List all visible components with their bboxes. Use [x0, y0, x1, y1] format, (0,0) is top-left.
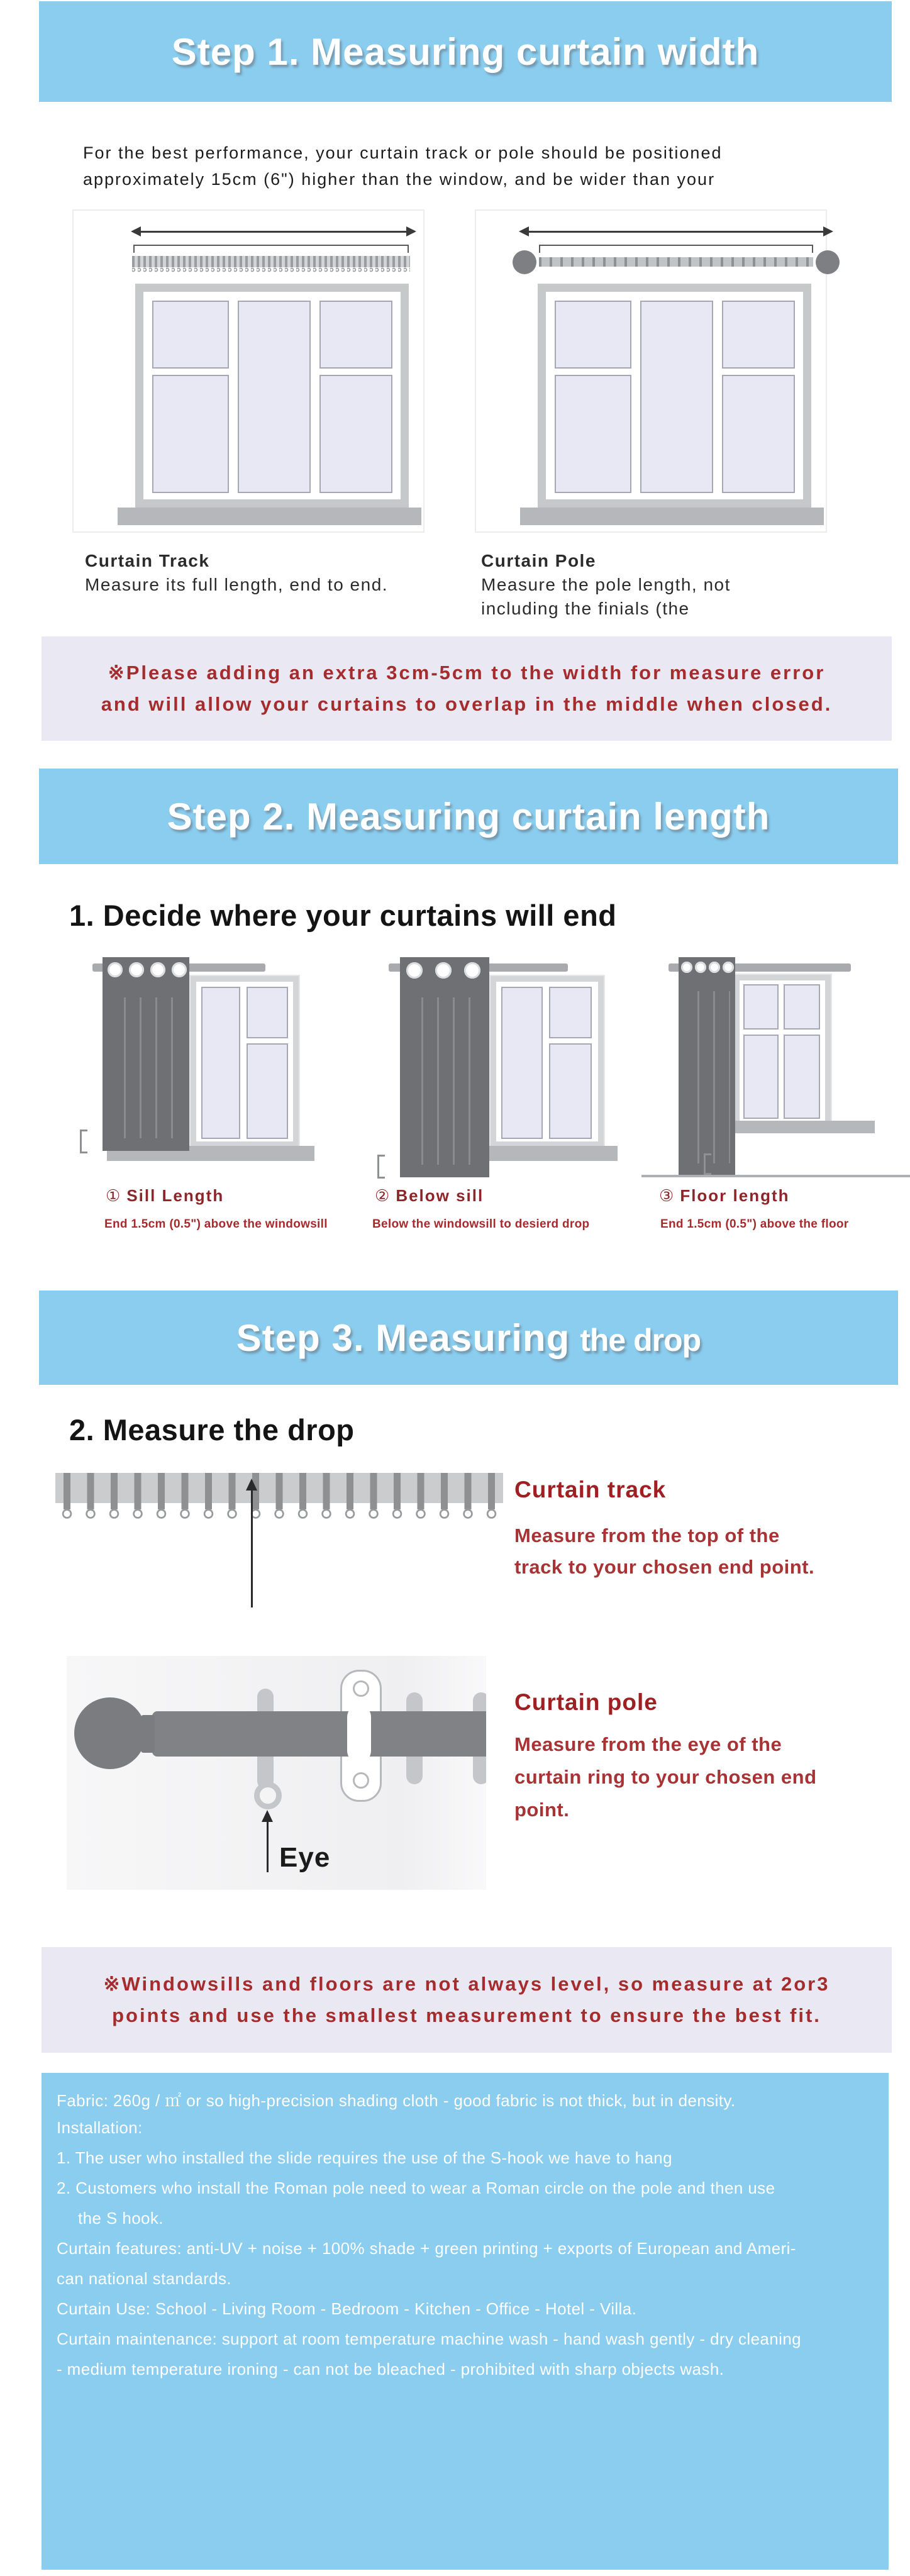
eye-label: Eye [279, 1842, 331, 1873]
option-below-sill-label [375, 1186, 484, 1206]
step3-header-title [236, 1316, 701, 1360]
window-graphic [491, 976, 604, 1147]
step1-intro-text [83, 140, 722, 192]
curtain-folds [110, 997, 182, 1138]
window-pane [555, 301, 631, 369]
detail-line: Curtain maintenance: support at room temperature machine wash - hand wash gently - dry cleaning [57, 2329, 802, 2348]
option-title: Floor length [680, 1186, 790, 1205]
windowsill-graphic [118, 508, 421, 525]
track-caption-title: Curtain Track [85, 551, 210, 570]
step3-header-sub: the drop [580, 1322, 701, 1358]
option-number: ② [375, 1186, 391, 1205]
window-pane [722, 301, 795, 369]
step1-intro-line1: For the best performance, your curtain track or pole should be positioned [83, 143, 723, 162]
window-pane [743, 984, 779, 1030]
up-arrow-icon [251, 1489, 253, 1607]
detail-line: 1. The user who installed the slide requires the use of the S-hook we have to hang [57, 2148, 673, 2167]
finial-right-icon [816, 250, 840, 274]
detail-line: the S hook. [78, 2209, 164, 2228]
option-floor-length-desc: End 1.5cm (0.5") above the floor [660, 1218, 849, 1231]
track-hooks-icon [132, 267, 410, 274]
window-pane [549, 1043, 592, 1139]
detail-line: Curtain features: anti-UV + noise + 100% shade + green printing + exports of European and Ameri- [57, 2239, 796, 2258]
window-frame [546, 292, 803, 499]
window-pane [152, 301, 229, 369]
pole-caption-body-line1: Measure the pole length, not [481, 575, 731, 594]
track-caption-body: Measure its full length, end to end. [85, 575, 389, 594]
step1-intro-line2: approximately 15cm (6") higher than the window, and be wider than your [83, 170, 716, 189]
window-pane [555, 375, 631, 493]
curtain-panel-graphic [400, 957, 489, 1177]
level-note-box [42, 1947, 892, 2053]
pole-instruction-line3: point. [514, 1799, 570, 1821]
option-title: Sill Length [126, 1186, 225, 1205]
level-note-line2: points and use the smallest measurement to ensure the best fit. [112, 2004, 821, 2026]
window-pane [319, 301, 392, 369]
windowsill-graphic [725, 1121, 875, 1133]
detail-line: can national standards. [57, 2269, 232, 2288]
curtain-folds [408, 997, 482, 1165]
screw-icon [353, 1772, 369, 1789]
detail-line: - medium temperature ironing - can not be bleached - prohibited with sharp objects wash. [57, 2360, 724, 2379]
window-pane [319, 375, 392, 493]
curtain-folds [684, 991, 730, 1163]
ring-eye-icon [254, 1782, 282, 1809]
window-graphic [135, 284, 409, 508]
curtain-pole-icon [152, 1711, 486, 1757]
grommet-icon [406, 962, 423, 979]
grommet-icon [435, 962, 452, 979]
measure-bracket-icon [539, 245, 813, 253]
window-graphic [191, 976, 299, 1147]
curtain-pole-icon [539, 257, 813, 267]
measure-end-mark-icon [80, 1130, 87, 1153]
window-graphic [734, 975, 831, 1127]
pole-closeup-illustration [67, 1656, 486, 1890]
option-title: Below sill [396, 1186, 484, 1205]
curtain-pole-illustration [475, 209, 827, 533]
window-pane [743, 1035, 779, 1119]
pole-caption-body-line2: including the finials (the [481, 599, 690, 618]
finial-icon [74, 1697, 146, 1769]
curtain-panel-graphic [103, 957, 189, 1151]
curtain-panel-graphic [679, 957, 735, 1175]
curtain-track-icon [132, 256, 410, 267]
pole-instruction-title: Curtain pole [514, 1689, 658, 1715]
grommet-icon [695, 962, 706, 973]
window-pane [501, 987, 543, 1139]
step2-header-banner [39, 769, 898, 864]
option-number: ① [106, 1186, 122, 1205]
detail-line: Fabric: 260g / ㎡ or so high-precision shading cloth - good fabric is not thick, but in density. [57, 2091, 736, 2110]
track-hook-eyes-icon [55, 1508, 503, 1521]
step2-header-title: Step 2. Measuring curtain length [167, 795, 770, 838]
pole-instruction-line2: curtain ring to your chosen end [514, 1766, 817, 1788]
detail-line: Installation: [57, 2118, 143, 2137]
option-sill-length-desc: End 1.5cm (0.5") above the windowsill [104, 1218, 328, 1231]
track-instruction-title: Curtain track [514, 1477, 667, 1502]
window-graphic [538, 284, 811, 508]
curtain-track-illustration [72, 209, 424, 533]
width-arrow-icon [528, 231, 824, 233]
grommet-icon [723, 962, 734, 973]
window-frame [143, 292, 401, 499]
up-arrow-icon [267, 1821, 269, 1872]
below-sill-illustration [352, 956, 623, 1189]
step3-subheading: 2. Measure the drop [69, 1413, 355, 1446]
window-pane [238, 301, 311, 493]
detail-line: 2. Customers who install the Roman pole need to wear a Roman circle on the pole and then use [57, 2179, 775, 2197]
measure-end-mark-icon [704, 1153, 711, 1175]
step2-subheading: 1. Decide where your curtains will end [69, 899, 617, 932]
product-details-panel [42, 2073, 889, 2570]
grommet-icon [129, 962, 144, 977]
floor-line [641, 1175, 910, 1177]
track-instruction-line2: track to your chosen end point. [514, 1556, 815, 1578]
bracket-collar [347, 1705, 371, 1763]
grommet-icon [681, 962, 692, 973]
track-instruction-line1: Measure from the top of the [514, 1524, 780, 1546]
measure-end-mark-icon [377, 1155, 385, 1179]
grommet-icon [709, 962, 720, 973]
sill-length-illustration [47, 956, 318, 1189]
screw-icon [353, 1680, 369, 1697]
step3-header-main: Step 3. Measuring [236, 1316, 570, 1359]
finial-collar [141, 1715, 155, 1753]
window-pane [247, 987, 288, 1038]
window-pane [201, 987, 240, 1139]
window-pane [152, 375, 229, 493]
window-pane [784, 1035, 820, 1119]
option-floor-length-label [659, 1186, 790, 1206]
measure-bracket-icon [133, 245, 409, 253]
curtain-track-icon [55, 1473, 503, 1503]
step1-header-banner [39, 1, 892, 102]
grommet-icon [464, 962, 480, 979]
window-pane [722, 375, 795, 493]
option-number: ③ [659, 1186, 675, 1205]
option-below-sill-desc: Below the windowsill to desierd drop [372, 1218, 590, 1231]
window-pane [549, 987, 592, 1038]
width-note-line2: and will allow your curtains to overlap in the middle when closed. [101, 693, 833, 715]
width-note-line1: ※Please adding an extra 3cm-5cm to the width for measure error [108, 662, 826, 684]
pole-caption-title: Curtain Pole [481, 551, 596, 570]
step1-header-title: Step 1. Measuring curtain width [171, 30, 760, 73]
windowsill-graphic [520, 508, 824, 525]
level-note-line1: ※Windowsills and floors are not always level, so measure at 2or3 [103, 1973, 830, 1995]
option-sill-length-label [106, 1186, 224, 1206]
width-note-box [42, 636, 892, 741]
grommet-icon [108, 962, 123, 977]
window-pane [784, 984, 820, 1030]
detail-line: Curtain Use: School - Living Room - Bedroom - Kitchen - Office - Hotel - Villa. [57, 2299, 637, 2318]
step3-header-banner [39, 1291, 898, 1385]
pole-instruction-line1: Measure from the eye of the [514, 1733, 782, 1755]
window-pane [247, 1043, 288, 1139]
floor-length-illustration [657, 956, 909, 1189]
grommet-icon [172, 962, 187, 977]
width-arrow-icon [140, 231, 408, 233]
grommet-icon [150, 962, 165, 977]
window-pane [640, 301, 713, 493]
finial-left-icon [513, 250, 536, 274]
